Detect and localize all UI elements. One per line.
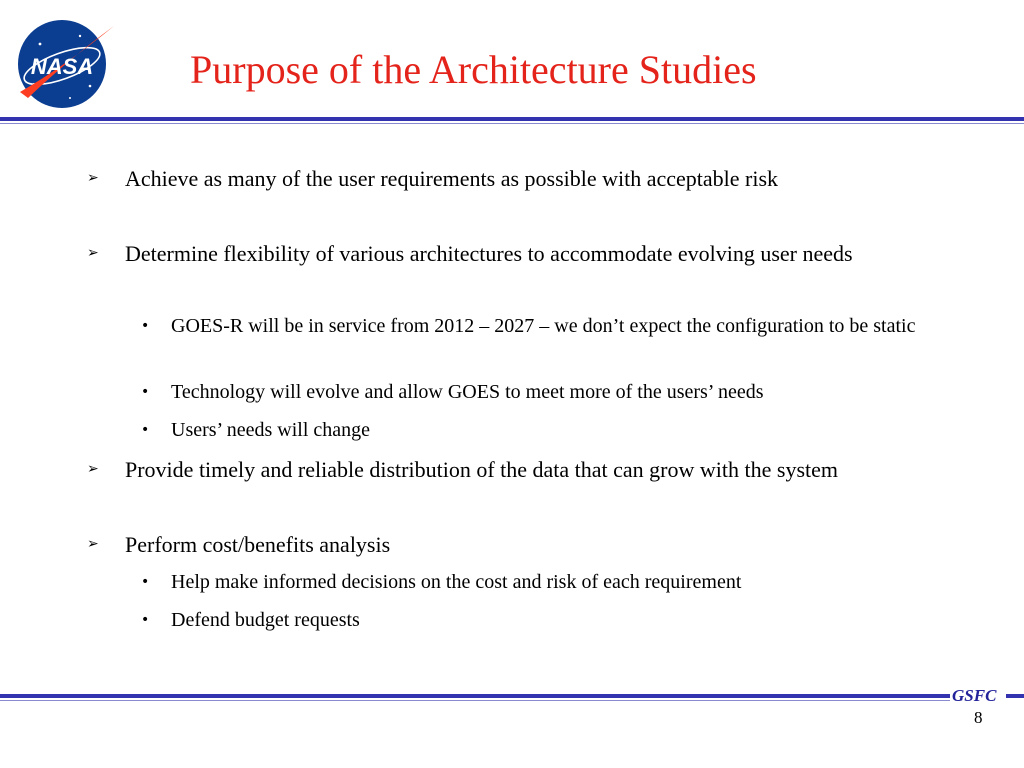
arrow-bullet-icon: ➢ xyxy=(87,245,99,261)
sub-bullet-2-1 xyxy=(141,311,941,341)
bullet-text: Perform cost/benefits analysis xyxy=(125,532,391,557)
sub-bullet-text: GOES-R will be in service from 2012 – 2027 – we don’t expect the configuration to be static xyxy=(171,315,916,337)
dot-bullet-icon: • xyxy=(141,422,150,438)
footer-rule-thin xyxy=(0,700,950,701)
bullet-text: Provide timely and reliable distribution of the data that can grow with the system xyxy=(125,457,839,482)
sub-bullet-text: Technology will evolve and allow GOES to meet more of the users’ needs xyxy=(171,381,764,403)
bullet-2 xyxy=(87,237,935,270)
dot-bullet-icon: • xyxy=(141,384,150,400)
sub-bullet-text: Help make informed decisions on the cost and risk of each requirement xyxy=(171,571,742,593)
header-rule xyxy=(0,117,1024,121)
sub-bullet-2-3 xyxy=(141,415,941,445)
sub-bullet-2-2 xyxy=(141,377,941,407)
sub-bullet-4-2 xyxy=(141,605,941,635)
bullet-text: Achieve as many of the user requirements as possible with acceptable risk xyxy=(125,166,779,191)
bullet-3 xyxy=(87,453,935,486)
dot-bullet-icon: • xyxy=(141,612,150,628)
dot-bullet-icon: • xyxy=(141,574,150,590)
arrow-bullet-icon: ➢ xyxy=(87,461,99,477)
bullet-4 xyxy=(87,528,935,561)
dot-bullet-icon: • xyxy=(141,318,150,334)
sub-bullet-text: Users’ needs will change xyxy=(171,419,371,441)
nasa-logo xyxy=(10,14,120,110)
footer-rule xyxy=(0,694,950,698)
footer-org: GSFC xyxy=(952,686,997,705)
arrow-bullet-icon: ➢ xyxy=(87,170,99,186)
nasa-logo-text: NASA xyxy=(30,54,94,79)
bullet-text: Determine flexibility of various architectures to accommodate evolving user needs xyxy=(125,241,853,266)
sub-bullet-text: Defend budget requests xyxy=(171,609,360,631)
sub-bullet-4-1 xyxy=(141,567,941,597)
page-number: 8 xyxy=(974,708,983,727)
arrow-bullet-icon: ➢ xyxy=(87,536,99,552)
header-rule-thin xyxy=(0,123,1024,124)
bullet-1 xyxy=(87,162,935,195)
footer-rule-right xyxy=(1006,694,1024,698)
slide-title: Purpose of the Architecture Studies xyxy=(190,47,757,92)
